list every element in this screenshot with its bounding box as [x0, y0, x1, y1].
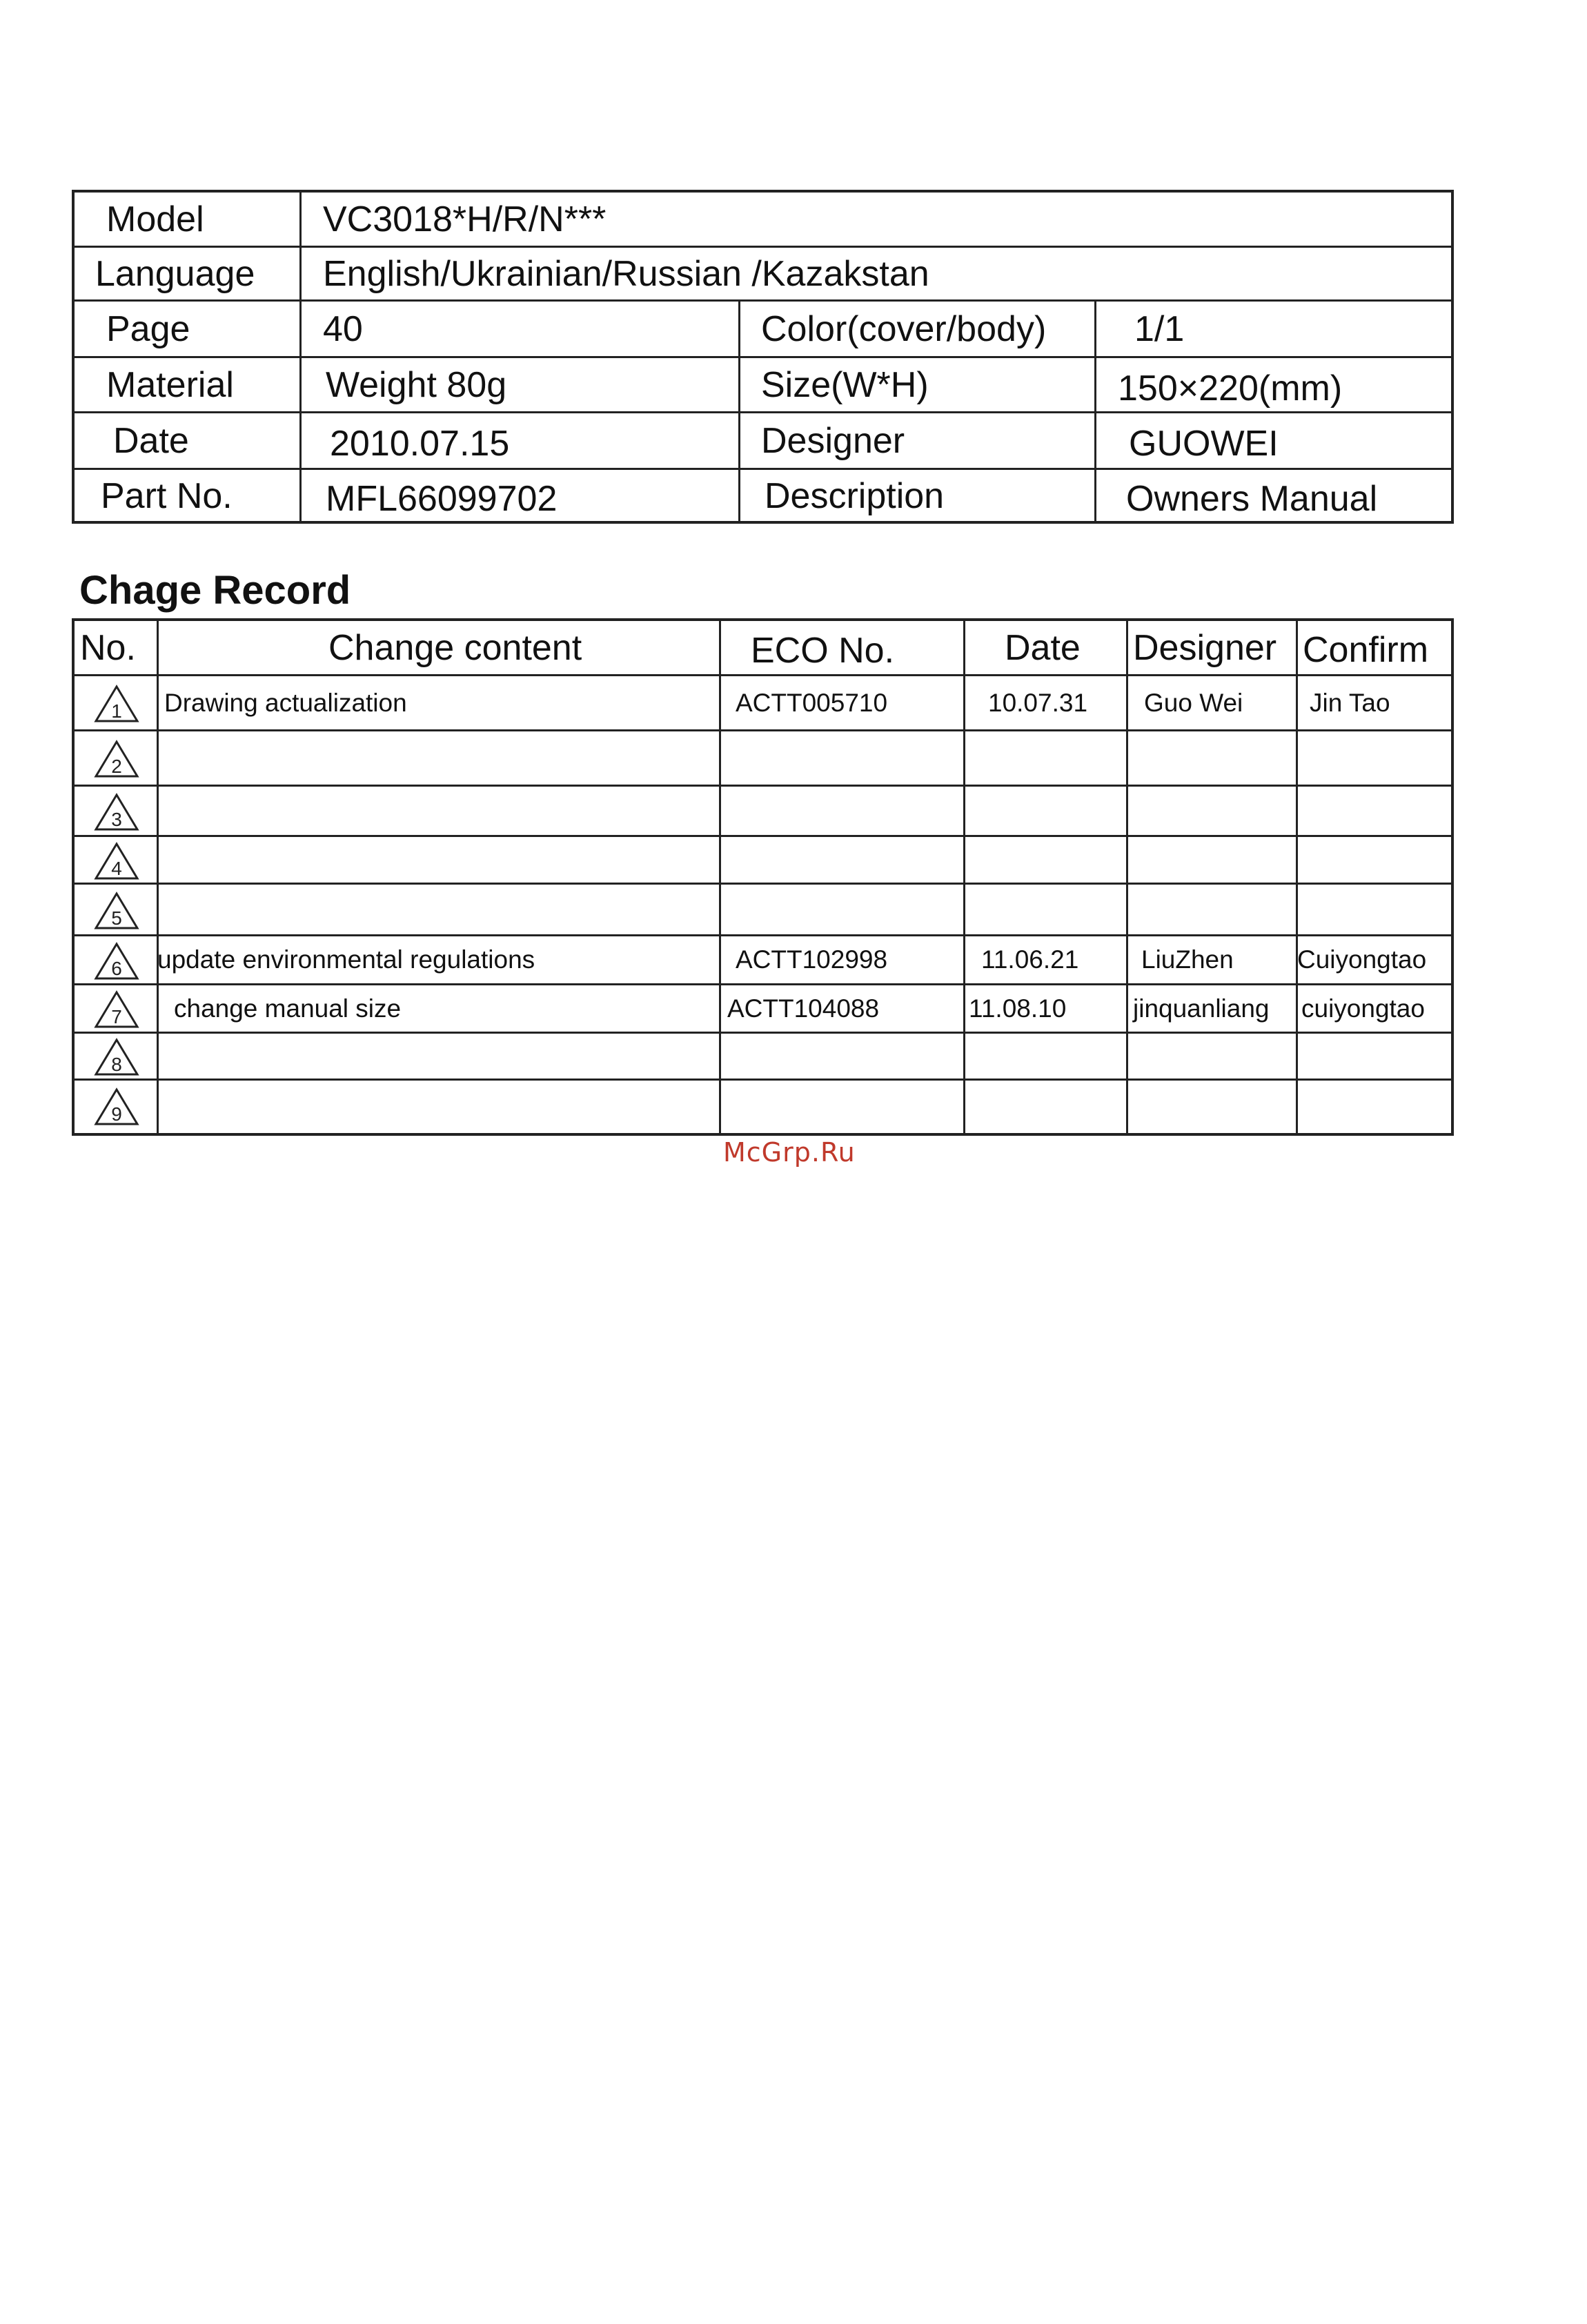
partno-label: Part No. [101, 476, 233, 516]
change-record-table [72, 618, 1454, 1136]
table-row [75, 837, 1451, 885]
page-label: Page [106, 308, 190, 349]
material-label: Material [106, 364, 234, 405]
spec-table [72, 190, 1454, 524]
confirm-cell: cuiyongtao [1301, 994, 1425, 1023]
model-value: VC3018*H/R/N*** [323, 199, 607, 239]
table-row [75, 936, 1451, 985]
color-value: 1/1 [1134, 308, 1185, 349]
spec-row-language [75, 248, 1451, 302]
model-label: Model [106, 199, 204, 239]
revision-triangle-icon [94, 685, 139, 723]
date-cell: 10.07.31 [988, 688, 1088, 717]
eco-no-cell: ACTT102998 [736, 945, 888, 974]
revision-number: 5 [111, 907, 122, 929]
table-row [75, 731, 1451, 787]
table-row [75, 885, 1451, 936]
header-confirm: Confirm [1303, 629, 1429, 670]
revision-triangle-icon [94, 942, 139, 981]
revision-number: 2 [111, 756, 122, 777]
partno-value: MFL66099702 [326, 479, 558, 519]
revision-triangle-icon [94, 892, 139, 930]
spec-row-date [75, 413, 1451, 470]
spec-row-material [75, 358, 1451, 413]
color-label: Color(cover/body) [761, 308, 1047, 349]
designer-label: Designer [761, 420, 905, 461]
spec-row-partno [75, 470, 1451, 522]
language-label: Language [95, 253, 255, 294]
eco-no-cell: ACTT104088 [727, 994, 880, 1023]
designer-cell: LiuZhen [1141, 945, 1234, 974]
change-content-cell: change manual size [174, 994, 402, 1023]
table-row [75, 676, 1451, 731]
header-no: No. [80, 627, 136, 668]
size-label: Size(W*H) [761, 364, 929, 405]
header-date: Date [1005, 627, 1081, 668]
page-value: 40 [323, 308, 363, 349]
change-record-header [75, 621, 1451, 676]
size-value: 150×220(mm) [1118, 368, 1343, 408]
revision-number: 4 [111, 857, 122, 879]
table-row [75, 787, 1451, 837]
revision-triangle-icon [94, 1038, 139, 1076]
revision-number: 6 [111, 957, 122, 979]
designer-value: GUOWEI [1129, 423, 1279, 464]
revision-number: 1 [111, 700, 122, 722]
date-value: 2010.07.15 [330, 423, 510, 464]
header-designer: Designer [1133, 627, 1277, 668]
header-change-content: Change content [328, 627, 582, 668]
revision-number: 3 [111, 808, 122, 830]
change-content-cell: Drawing actualization [164, 688, 407, 717]
description-value: Owners Manual [1126, 479, 1378, 519]
confirm-cell: Cuiyongtao [1297, 945, 1427, 974]
date-cell: 11.06.21 [981, 945, 1079, 974]
revision-number: 8 [111, 1054, 122, 1075]
table-row [75, 1034, 1451, 1081]
description-label: Description [765, 476, 945, 516]
language-value: English/Ukrainian/Russian /Kazakstan [323, 253, 929, 294]
revision-triangle-icon [94, 842, 139, 880]
designer-cell: Guo Wei [1144, 688, 1243, 717]
spec-row-page [75, 302, 1451, 358]
revision-triangle-icon [94, 1087, 139, 1126]
material-value: Weight 80g [326, 364, 507, 405]
change-record-title: Chage Record [79, 568, 351, 613]
table-row [75, 1081, 1451, 1133]
confirm-cell: Jin Tao [1310, 688, 1390, 717]
watermark: McGrp.Ru [723, 1137, 856, 1168]
revision-number: 9 [111, 1103, 122, 1125]
spec-row-model [75, 193, 1451, 248]
change-content-cell: update environmental regulations [157, 945, 535, 974]
eco-no-cell: ACTT005710 [736, 688, 888, 717]
table-row [75, 985, 1451, 1034]
revision-triangle-icon [94, 990, 139, 1029]
date-cell: 11.08.10 [969, 994, 1067, 1023]
revision-triangle-icon [94, 740, 139, 778]
revision-number: 7 [111, 1006, 122, 1027]
designer-cell: jinquanliang [1133, 994, 1270, 1023]
revision-triangle-icon [94, 793, 139, 831]
header-eco-no: ECO No. [751, 630, 895, 671]
date-label: Date [113, 420, 189, 461]
